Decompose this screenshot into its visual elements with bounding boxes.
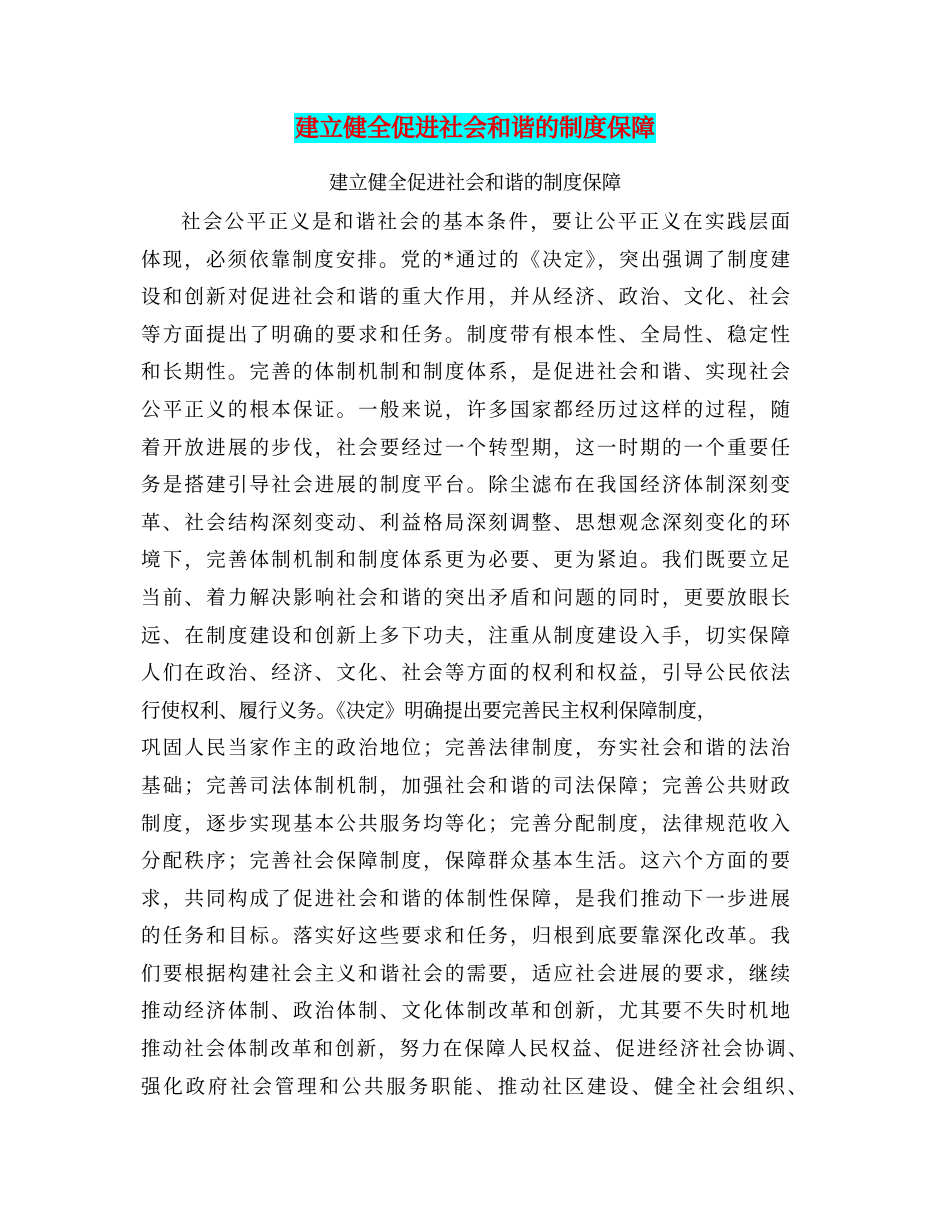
text-line: 当前、着力解决影响社会和谐的突出矛盾和问题的同时，更要放眼长 (141, 585, 790, 609)
text-line: 和长期性。完善的体制机制和制度体系，是促进社会和谐、实现社会 (141, 360, 790, 384)
text-line: 推动经济体制、政治体制、文化体制改革和创新，尤其要不失时机地 (141, 999, 790, 1023)
title-container (0, 113, 950, 143)
document-title: 建立健全促进社会和谐的制度保障 (295, 113, 655, 142)
document-subtitle: 建立健全促进社会和谐的制度保障 (328, 171, 622, 194)
text-line: 公平正义的根本保证。一般来说，许多国家都经历过这样的过程，随 (141, 397, 790, 421)
text-line: 体现，必须依靠制度安排。党的*通过的《决定》，突出强调了制度建 (141, 247, 790, 271)
text-line: 人们在政治、经济、文化、社会等方面的权利和权益，引导公民依法 (141, 661, 790, 685)
text-line: 巩固人民当家作主的政治地位；完善法律制度，夯实社会和谐的法治 (141, 736, 790, 760)
text-line: 务是搭建引导社会进展的制度平台。除尘滤布在我国经济体制深刻变 (141, 473, 790, 497)
body-text (0, 203, 950, 1105)
text-line: 着开放进展的步伐，社会要经过一个转型期，这一时期的一个重要任 (141, 435, 790, 459)
text-line: 推动社会体制改革和创新，努力在保障人民权益、促进经济社会协调、 (141, 1037, 807, 1061)
text-line: 革、社会结构深刻变动、利益格局深刻调整、思想观念深刻变化的环 (141, 510, 790, 534)
text-line: 远、在制度建设和创新上多下功夫，注重从制度建设入手，切实保障 (141, 623, 790, 647)
text-line: 强化政府社会管理和公共服务职能、推动社区建设、健全社会组织、 (141, 1074, 807, 1098)
text-line: 境下，完善体制机制和制度体系更为必要、更为紧迫。我们既要立足 (141, 548, 790, 572)
text-line: 们要根据构建社会主义和谐社会的需要，适应社会进展的要求，继续 (141, 961, 790, 985)
text-line: 行使权利、履行义务。《决定》明确提出要完善民主权利保障制度， (141, 698, 717, 722)
text-line: 社会公平正义是和谐社会的基本条件，要让公平正义在实践层面 (181, 210, 790, 233)
text-line: 制度，逐步实现基本公共服务均等化；完善分配制度，法律规范收入 (141, 811, 790, 835)
text-line: 的任务和目标。落实好这些要求和任务，归根到底要靠深化改革。我 (141, 924, 790, 948)
text-line: 基础；完善司法体制机制，加强社会和谐的司法保障；完善公共财政 (141, 773, 790, 797)
text-line: 设和创新对促进社会和谐的重大作用，并从经济、政治、文化、社会 (141, 285, 790, 309)
text-line: 分配秩序；完善社会保障制度，保障群众基本生活。这六个方面的要 (141, 849, 790, 873)
text-line: 求，共同构成了促进社会和谐的体制性保障，是我们推动下一步进展 (141, 886, 790, 910)
text-line: 等方面提出了明确的要求和任务。制度带有根本性、全局性、稳定性 (141, 322, 790, 346)
